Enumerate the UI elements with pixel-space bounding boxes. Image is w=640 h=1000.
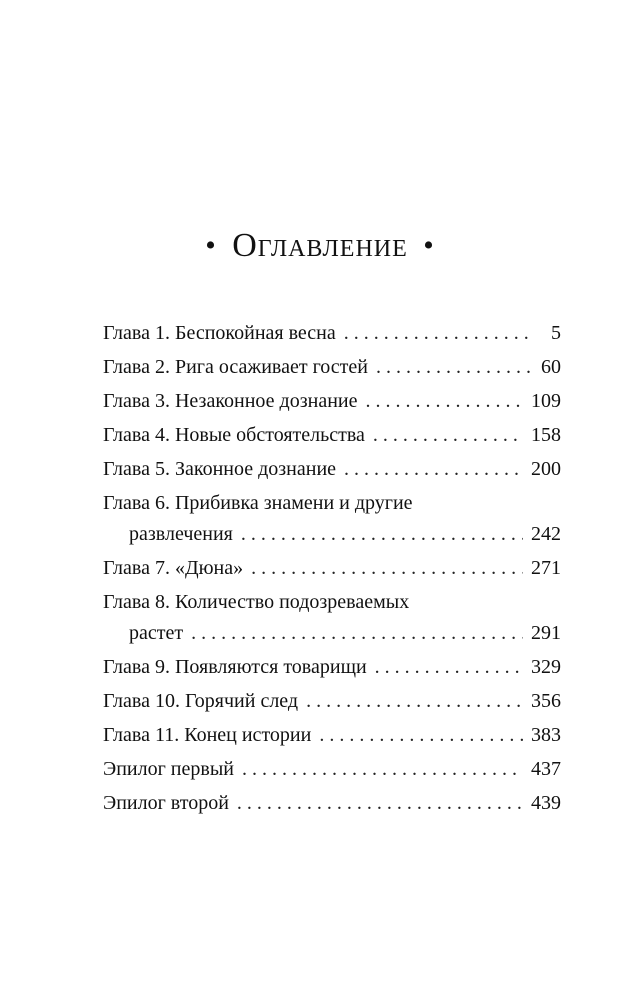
toc-entry-title: Глава 11. Конец истории <box>103 724 312 746</box>
toc-entry-title: Глава 4. Новые обстоятельства <box>103 424 365 446</box>
toc-entry-title-continuation: развлечения <box>129 523 233 545</box>
toc-entry-title: Глава 1. Беспокойная весна <box>103 322 336 344</box>
toc-entry-title: Эпилог второй <box>103 792 229 814</box>
dot-leader <box>319 720 523 751</box>
dot-leader <box>376 352 531 383</box>
toc-entry-page: 242 <box>531 523 561 545</box>
toc-entry-title: Глава 7. «Дюна» <box>103 557 244 579</box>
toc-entry-title: Глава 10. Горячий след <box>103 690 299 712</box>
toc-entry-title-continuation: растет <box>129 622 184 644</box>
toc-entry-title: Эпилог первый <box>103 758 234 780</box>
dot-leader <box>306 686 523 717</box>
toc-entry-title: Глава 6. Прибивка знамени и другие <box>103 492 413 514</box>
dot-leader <box>251 553 523 584</box>
dot-leader <box>373 420 523 451</box>
toc-entry-chapter-6[interactable] <box>103 488 561 550</box>
heading-bullet-left: • <box>205 229 217 263</box>
toc-entry-epilogue-2[interactable] <box>103 788 561 819</box>
toc-entry-chapter-8[interactable] <box>103 587 561 649</box>
dot-leader <box>375 652 523 683</box>
toc-entry-chapter-4[interactable] <box>103 420 561 451</box>
toc-entry-epilogue-1[interactable] <box>103 754 561 785</box>
toc-entry-chapter-7[interactable] <box>103 553 561 584</box>
toc-entry-title: Глава 5. Законное дознание <box>103 458 337 480</box>
toc-entry-chapter-10[interactable] <box>103 686 561 717</box>
toc-entry-page: 356 <box>531 690 561 712</box>
toc-entry-page: 109 <box>531 390 561 412</box>
toc-entry-chapter-2[interactable] <box>103 352 561 383</box>
toc-entry-page: 437 <box>531 758 561 780</box>
toc-entry-chapter-5[interactable] <box>103 454 561 485</box>
table-of-contents <box>103 318 561 822</box>
dot-leader <box>242 754 523 785</box>
toc-entry-page: 383 <box>531 724 561 746</box>
toc-entry-page: 329 <box>531 656 561 678</box>
toc-entry-page: 439 <box>531 792 561 814</box>
dot-leader <box>237 788 523 819</box>
contents-heading <box>0 224 640 266</box>
contents-title: Оглавление <box>232 227 408 265</box>
toc-entry-title: Глава 3. Незаконное дознание <box>103 390 358 412</box>
toc-entry-chapter-9[interactable] <box>103 652 561 683</box>
dot-leader <box>365 386 523 417</box>
dot-leader <box>344 454 523 485</box>
toc-entry-chapter-3[interactable] <box>103 386 561 417</box>
dot-leader <box>344 318 531 349</box>
heading-bullet-right: • <box>423 229 435 263</box>
toc-entry-page: 271 <box>531 557 561 579</box>
dot-leader <box>241 519 523 550</box>
toc-entry-page: 5 <box>551 322 561 344</box>
toc-entry-chapter-1[interactable] <box>103 318 561 349</box>
toc-entry-title: Глава 8. Количество подозреваемых <box>103 591 410 613</box>
dot-leader <box>191 618 523 649</box>
toc-entry-chapter-11[interactable] <box>103 720 561 751</box>
toc-entry-title: Глава 2. Рига осаживает гостей <box>103 356 368 378</box>
toc-entry-title: Глава 9. Появляются товарищи <box>103 656 367 678</box>
toc-entry-page: 291 <box>531 622 561 644</box>
toc-entry-page: 200 <box>531 458 561 480</box>
toc-entry-page: 60 <box>541 356 561 378</box>
toc-entry-page: 158 <box>531 424 561 446</box>
